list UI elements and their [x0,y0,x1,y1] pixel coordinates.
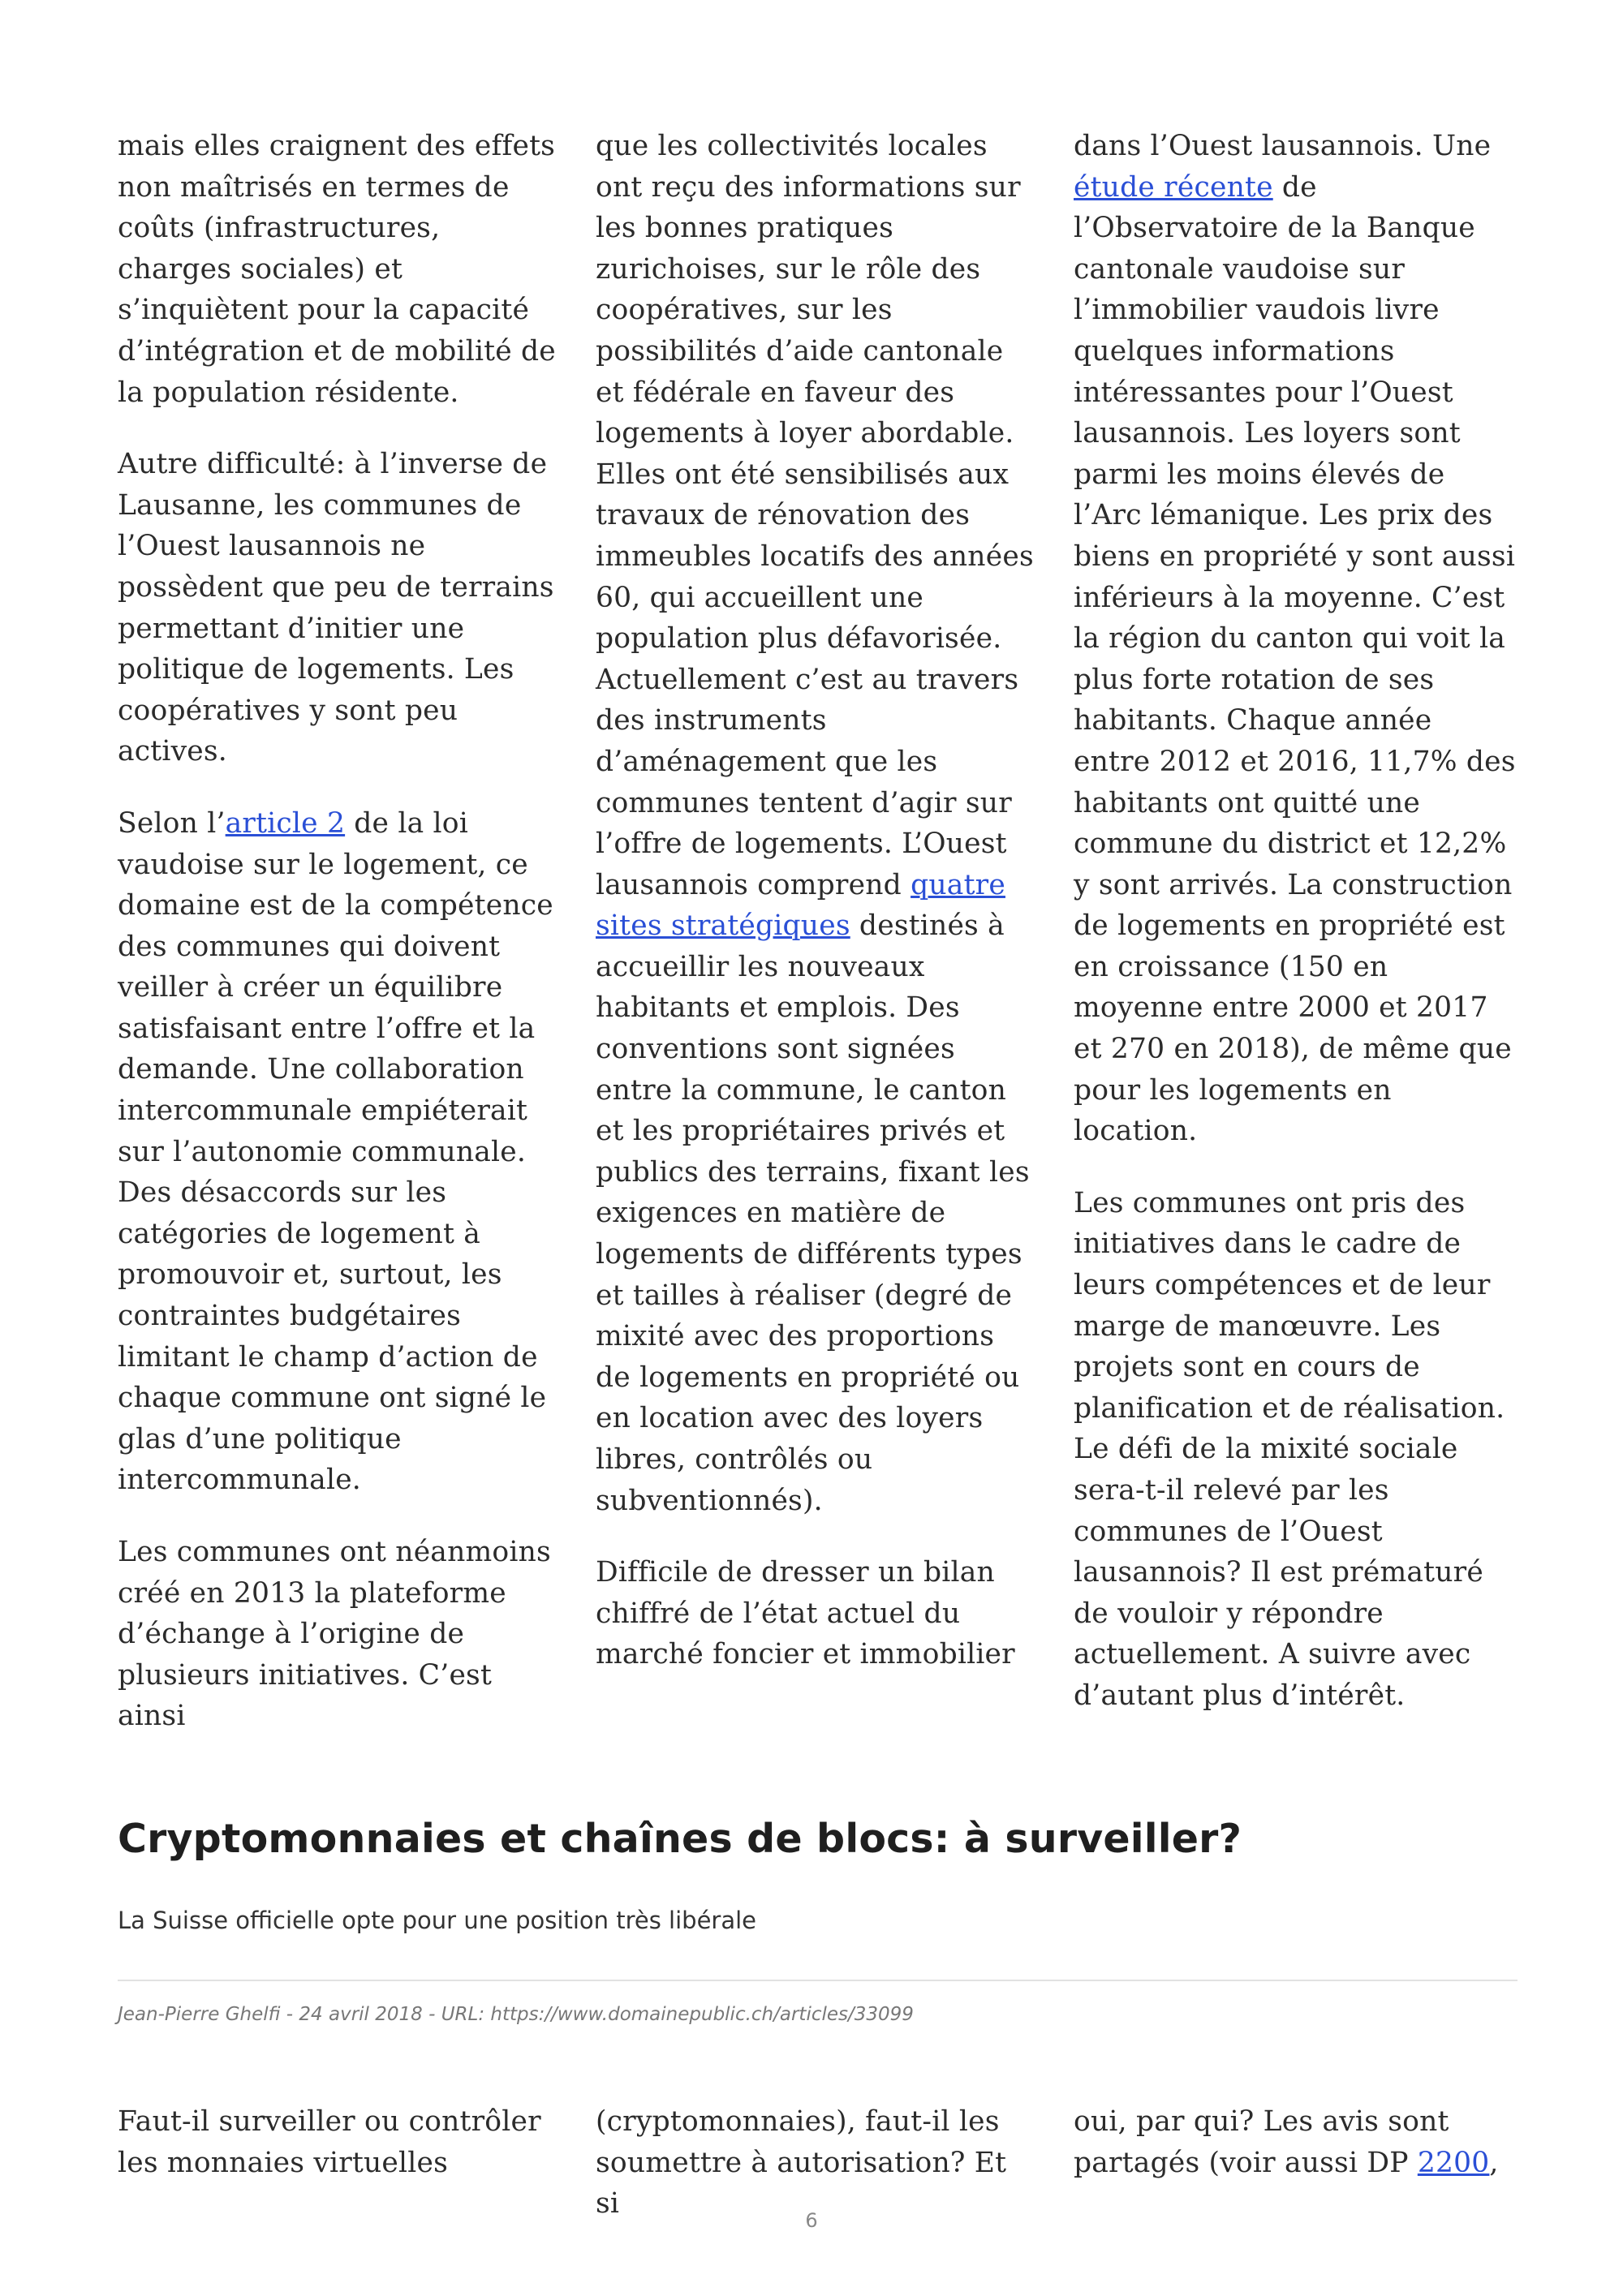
strategic-sites-link[interactable]: quatre sites stratégiques [596,868,1005,943]
paragraph [596,660,1038,1521]
article2-column-2 [596,2101,1038,2225]
paragraph: Autre difficulté: à l’inverse de Lausanne, les communes de l’Ouest lausannois ne possèdent que peu de terrains permettant d’initier une politique de logements. Les coopératives y sont peu actives. [118,448,554,768]
article-2-link[interactable]: article 2 [225,806,346,840]
text: de l’Observatoire de la Banque cantonale vaudoise sur l’immobilier vaudois livre quelques informations intéressantes pour l’Ouest lausannois. Les loyers sont parmi les moins élevés de l’Arc lémanique. Les prix des biens en propriété y sont aussi inférieurs à la moyenne. C’est la région du canton qui voit la plus forte rotation de ses habitants. Chaque année entre 2012 et 2016, 11,7% des habitants ont quitté une commune du district et 12,2% y sont arrivés. La construction de logements en propriété est en croissance (150 en moyenne entre 2000 et 2017 et 270 en 2018), de même que pour les logements en location. [1074,170,1516,1148]
paragraph [1074,126,1516,1152]
text: dans l’Ouest lausannois. Une [1074,130,1492,162]
paragraph: mais elles craignent des effets non maîtrisés en termes de coûts (infrastructures, charges sociales) et s’inquiètent pour la capacité d’intégration et de mobilité de la population résidente. [118,130,556,409]
paragraph [118,803,560,1501]
article1-column-2 [596,126,1038,1675]
article-byline: Jean-Pierre Ghelfi - 24 avril 2018 - URL: https://www.domainepublic.ch/articles/33099 [118,2004,914,2025]
paragraph: (cryptomonnaies), faut-il les soumettre à autorisation? Et si [596,2105,1007,2221]
article1-column-3 [1074,126,1516,1717]
paragraph: Les communes ont pris des initiatives dans le cadre de leurs compétences et de leur marge de manœuvre. Les projets sont en cours de planification et de réalisation. Le défi de la mixité sociale sera-t-il relevé par les communes de l’Ouest lausannois? Il est prématuré de vouloir y répondre actuellement. A suivre avec d’autant plus d’intérêt. [1074,1186,1505,1712]
dp-2200-link[interactable]: 2200 [1417,2146,1490,2179]
text: Selon l’ [118,806,226,840]
text: oui, par qui? Les avis sont partagés (voir aussi DP [1074,2105,1449,2179]
article2-column-1 [118,2101,560,2183]
page-number: 6 [805,2209,818,2232]
paragraph: Les communes ont néanmoins créé en 2013 la plateforme d’échange à l’origine de plusieurs initiatives. C’est ainsi [118,1536,551,1733]
paragraph: Faut-il surveiller ou contrôler les monnaies virtuelles [118,2105,541,2179]
article-subtitle: La Suisse officielle opte pour une position très libérale [118,1907,757,1934]
paragraph: Difficile de dresser un bilan chiffré de l’état actuel du marché foncier et immobilier [596,1556,1015,1671]
article-title: Cryptomonnaies et chaînes de blocs: à surveiller? [118,1816,1242,1862]
paragraph [1074,2101,1516,2183]
divider [118,1980,1518,1981]
article2-column-3 [1074,2101,1516,2183]
text: , [1489,2146,1499,2179]
text: destinés à accueillir les nouveaux habitants et emplois. Des conventions sont signées entre la commune, le canton et les propriétaires privés et publics des terrains, fixant les exigences en matière de logements de différents types et tailles à réaliser (degré de mixité avec des proportions de logements en propriété ou en location avec des loyers libres, contrôlés ou subventionnés). [596,909,1030,1517]
article1-column-1 [118,126,560,1737]
paragraph: que les collectivités locales ont reçu des informations sur les bonnes pratiques zurichoises, sur le rôle des coopératives, sur les possibilités d’aide cantonale et fédérale en faveur des logements à loyer abordable. Elles ont été sensibilisés aux travaux de rénovation des immeubles locatifs des années 60, qui accueillent une population plus défavorisée. [596,130,1034,656]
text: Actuellement c’est au travers des instruments d’aménagement que les communes tentent d’agir sur l’offre de logements. L’Ouest lausannois comprend [596,663,1019,901]
text: de la loi vaudoise sur le logement, ce domaine est de la compétence des communes qui doivent veiller à créer un équilibre satisfaisant entre l’offre et la demande. Une collaboration intercommunale empiéterait sur l’autonomie communale. Des désaccords sur les catégories de logement à promouvoir et, surtout, les contraintes budgétaires limitant le champ d’action de chaque commune ont signé le glas d’une politique intercommunale. [118,806,553,1497]
recent-study-link[interactable]: étude récente [1074,170,1273,204]
